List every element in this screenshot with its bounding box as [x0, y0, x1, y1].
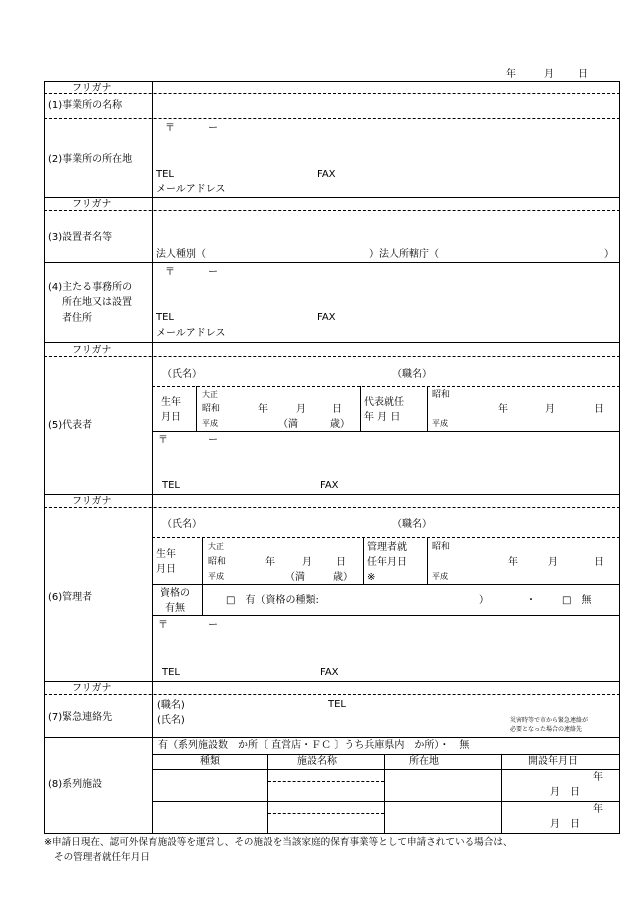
section-4-label-line1: (4)主たる事務所の [48, 282, 133, 293]
s8-row1-year: 年 [593, 772, 603, 783]
furigana-label-3: フリガナ [72, 199, 112, 210]
s6-qual-none[interactable]: □ 無 [562, 595, 592, 606]
s8-col-divider-2 [384, 754, 385, 833]
s4-postal-dash: ー [208, 267, 218, 278]
s6-birth-month: 月 [302, 557, 312, 568]
s5-name-label: （氏名） [162, 369, 202, 380]
s6-era-showa: 昭和 [208, 557, 227, 567]
s6-mgr-divider-2 [427, 537, 428, 585]
s5-rep-era-showa: 昭和 [432, 390, 451, 400]
s5-name-divider [152, 386, 620, 387]
s6-mgr-year: 年 [508, 557, 518, 568]
s5-rep-label-2: 年 月 日 [364, 412, 401, 423]
section-7-end [44, 737, 620, 738]
s5-era-taisho: 大正 [202, 390, 218, 399]
date-day: 日 [578, 69, 588, 80]
s5-tel: TEL [162, 480, 180, 491]
section-5-label: (5)代表者 [48, 420, 93, 431]
s8-header-location: 所在地 [409, 756, 439, 767]
s6-post-label: （職名） [392, 519, 432, 530]
s8-summary-end [152, 754, 620, 755]
s6-mgr-month: 月 [548, 557, 558, 568]
s3-corp-authority: ）法人所轄庁（ [369, 249, 439, 260]
s4-postal-mark: 〒 [165, 267, 175, 278]
s2-fax: FAX [317, 169, 336, 180]
s3-close-paren: ） [604, 249, 614, 260]
s7-name: (氏名) [157, 715, 185, 726]
s6-era-heisei: 平成 [208, 572, 224, 581]
furigana-label-7: フリガナ [72, 683, 112, 694]
section-2-end [44, 197, 620, 198]
s5-rep-label-1: 代表就任 [364, 397, 404, 408]
s5-rep-year: 年 [498, 404, 508, 415]
s7-note-2: 必要となった場合の連絡先 [510, 726, 583, 733]
s5-postal-dash: ー [208, 435, 218, 446]
s5-birth-month: 月 [296, 404, 306, 415]
s5-post-label: （職名） [392, 369, 432, 380]
s2-tel: TEL [156, 169, 174, 180]
s5-rep-divider-1 [360, 386, 361, 432]
s4-tel: TEL [156, 312, 174, 323]
s3-corp-type: 法人種別（ [156, 249, 206, 260]
s6-birth-label-1: 生年 [156, 549, 176, 560]
s6-mgr-era-heisei: 平成 [432, 572, 448, 581]
s7-post: (職名) [157, 700, 185, 711]
furigana-label-1: フリガナ [72, 83, 112, 94]
s6-mgr-label-3: ※ [367, 572, 376, 583]
table-right-border [619, 81, 620, 834]
s8-col-divider-3 [501, 754, 502, 833]
s5-rep-month: 月 [545, 404, 555, 415]
s6-qual-label-1: 資格の [160, 588, 190, 599]
s6-qual-label-2: 有無 [165, 603, 185, 614]
s6-qual-dot: ・ [526, 595, 536, 606]
section-3-label: (3)設置者名等 [48, 232, 113, 243]
s6-name-label: （氏名） [162, 519, 202, 530]
footnote-line-1: ※申請日現在、認可外保育施設等を運営し、その施設を当該家庭的保育事業等として申請されている場合は、 [44, 837, 513, 848]
section-3-end [44, 262, 620, 263]
s5-birth-day: 日 [332, 404, 342, 415]
s7-tel: TEL [328, 699, 346, 710]
section-5-end [44, 494, 620, 495]
s6-mgr-label-1: 管理者就 [367, 542, 407, 553]
s8-row1-end [152, 801, 620, 802]
s6-birth-divider [202, 537, 203, 585]
s5-age-open: （満 [278, 419, 298, 430]
s5-era-showa: 昭和 [202, 404, 221, 414]
s6-qual-has[interactable]: □ 有（資格の種類: [226, 595, 319, 606]
s4-mail: メールアドレス [156, 328, 226, 339]
s6-mgr-day: 日 [594, 557, 604, 568]
s6-mgr-label-2: 任年月日 [367, 557, 407, 568]
s8-row1-md: 月 日 [550, 787, 580, 798]
s8-header-end [152, 769, 620, 770]
s2-postal-dash: ー [208, 123, 218, 134]
s6-era-taisho: 大正 [208, 542, 224, 551]
s5-rep-era-heisei: 平成 [432, 419, 448, 428]
section-4-label-line3: 者住所 [62, 313, 92, 324]
s6-qual-divider [202, 584, 203, 616]
s6-tel: TEL [162, 667, 180, 678]
section-4-end [44, 342, 620, 343]
s8-row2-year: 年 [593, 804, 603, 815]
s7-note-1: 災害時等で市から緊急連絡が [510, 717, 589, 724]
s6-mgr-divider-1 [363, 537, 364, 585]
s8-row1-name-divider [268, 781, 384, 782]
s5-era-heisei: 平成 [202, 419, 218, 428]
s6-postal-mark: 〒 [158, 620, 168, 631]
s8-summary: 有（系列施設数 か所〔 直営店・ＦＣ 〕うち兵庫県内 か所）・ 無 [158, 740, 470, 751]
section-1-label: (1)事業所の名称 [48, 100, 123, 111]
footnote-line-2: その管理者就任年月日 [54, 852, 150, 863]
s6-qual-end [152, 615, 620, 616]
s6-fax: FAX [320, 667, 339, 678]
s8-row2-name-divider [268, 813, 384, 814]
s6-qual-close: ） [479, 595, 489, 606]
s5-birth-label-1: 生年 [161, 397, 181, 408]
section-1-end [44, 118, 620, 119]
section-6-end [44, 681, 620, 682]
s5-age-close: 歳） [330, 419, 350, 430]
s4-fax: FAX [317, 312, 336, 323]
section-6-label: (6)管理者 [48, 592, 93, 603]
furigana-divider-1 [44, 93, 620, 94]
s5-postal-mark: 〒 [158, 435, 168, 446]
table-bottom-border [44, 833, 620, 834]
s5-birth-divider [196, 386, 197, 432]
s6-birth-end [152, 584, 620, 585]
s8-header-name: 施設名称 [297, 756, 337, 767]
section-7-label: (7)緊急連絡先 [48, 712, 113, 723]
s8-header-type: 種類 [200, 756, 220, 767]
s6-age-open: （満 [285, 572, 305, 583]
s6-postal-dash: ー [208, 620, 218, 631]
s6-birth-label-2: 月日 [156, 564, 176, 575]
section-4-label-line2: 所在地又は設置 [62, 297, 132, 308]
s5-birth-end [152, 431, 620, 432]
label-column-divider [152, 81, 153, 833]
furigana-label-5: フリガナ [72, 345, 112, 356]
s5-birth-year: 年 [258, 404, 268, 415]
s6-birth-year: 年 [265, 557, 275, 568]
furigana-divider-6 [44, 507, 620, 508]
s8-row2-md: 月 日 [550, 819, 580, 830]
furigana-divider-5 [44, 356, 620, 357]
s5-rep-divider-2 [427, 386, 428, 432]
s5-birth-label-2: 月日 [161, 412, 181, 423]
s5-fax: FAX [320, 480, 339, 491]
s2-postal-mark: 〒 [165, 123, 175, 134]
section-2-label: (2)事業所の所在地 [48, 154, 133, 165]
table-top-border [44, 81, 620, 82]
date-month: 月 [544, 69, 554, 80]
s6-age-close: 歳） [333, 572, 353, 583]
s8-header-opened: 開設年月日 [528, 756, 578, 767]
s8-col-divider-1 [267, 754, 268, 833]
furigana-divider-3 [44, 210, 620, 211]
table-left-border [44, 81, 45, 834]
furigana-label-6: フリガナ [72, 496, 112, 507]
s2-mail: メールアドレス [156, 184, 226, 195]
s6-name-divider [152, 537, 620, 538]
section-8-label: (8)系列施設 [48, 779, 103, 790]
s6-mgr-era-showa: 昭和 [432, 542, 451, 552]
s6-birth-day: 日 [336, 557, 346, 568]
date-year: 年 [506, 69, 516, 80]
furigana-divider-7 [44, 694, 620, 695]
s5-rep-day: 日 [594, 404, 604, 415]
